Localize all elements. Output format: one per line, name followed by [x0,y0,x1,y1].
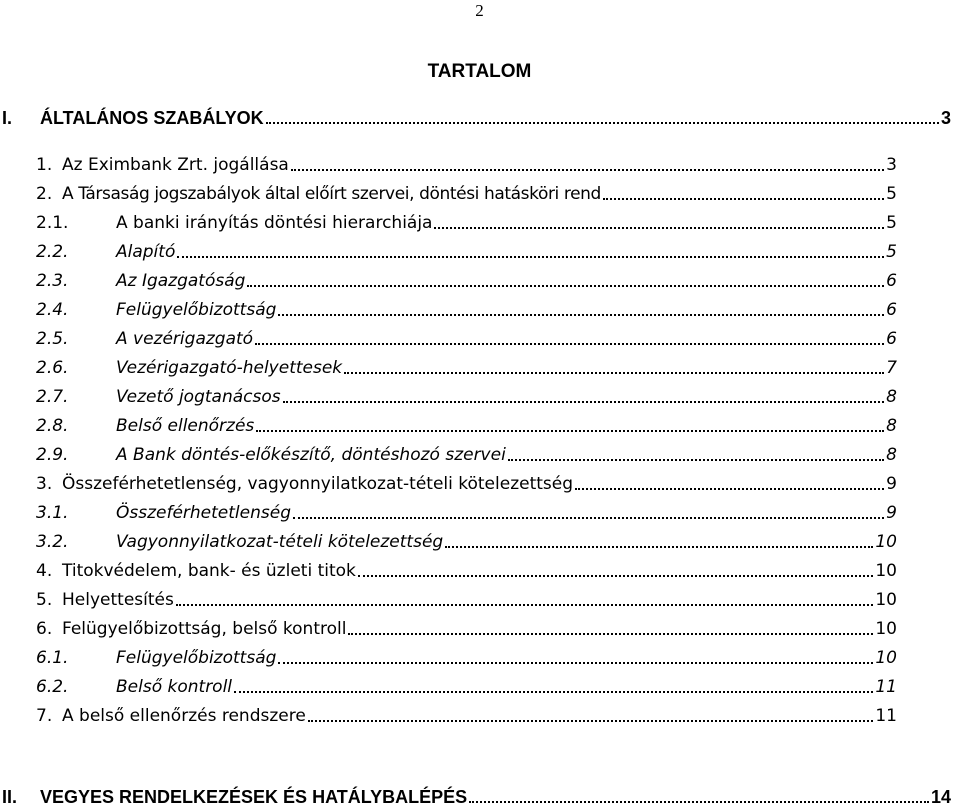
toc-entry-number: 2.6. [36,358,69,378]
toc-entry-title: A banki irányítás döntési hierarchiája [116,213,433,233]
toc-entry-title: ÁLTALÁNOS SZABÁLYOK [40,108,264,128]
toc-entry[interactable] [0,644,959,672]
toc-entry[interactable] [0,615,959,643]
toc-leader-dots [278,662,873,664]
toc-leader-dots [177,256,884,258]
toc-entry-page: 10 [875,648,897,668]
toc-entry[interactable] [0,267,959,295]
toc-entry-title: Összeférhetetlenség, vagyonnyilatkozat-tételi kötelezettség [62,474,574,494]
toc-leader-dots [344,372,884,374]
toc-entry-page: 8 [886,387,897,407]
toc-entry-number: 2.7. [36,387,69,407]
toc-entry-page: 7 [886,358,897,378]
toc-entry-page: 14 [930,787,951,807]
toc-leader-dots [176,604,873,606]
toc-entry[interactable] [0,586,959,614]
toc-leader-dots [291,169,884,171]
toc-entry-number: 3.2. [36,532,69,552]
toc-leader-dots [234,691,873,693]
toc-leader-dots [283,401,884,403]
toc-entry-title: Az Igazgatóság [116,271,246,291]
toc-entry-number: 6. [36,619,53,639]
toc-entry[interactable] [0,180,959,208]
toc-entry-page: 10 [875,590,897,610]
toc-entry-page: 5 [886,242,897,262]
toc-entry-title: VEGYES RENDELKEZÉSEK ÉS HATÁLYBALÉPÉS [40,787,468,807]
toc-entry[interactable] [0,238,959,266]
toc-entry[interactable] [0,325,959,353]
toc-title: TARTALOM [427,61,532,82]
toc-leader-dots [603,198,884,200]
toc-entry-title: Belső ellenőrzés [116,416,255,436]
toc-leader-dots [308,720,873,722]
toc-entry-number: 6.1. [36,648,69,668]
toc-entry-page: 10 [875,532,897,552]
toc-entry-page: 9 [886,503,897,523]
toc-entry-number: 2.2. [36,242,69,262]
toc-entry-part-2[interactable] [0,783,959,811]
toc-leader-dots [434,227,884,229]
toc-leader-dots [266,122,939,124]
toc-entry-number: 2. [36,184,53,204]
toc-entry-number: 7. [36,706,53,726]
toc-entry-title: Alapító [116,242,176,262]
toc-entry-number: 6.2. [36,677,69,697]
toc-entry-title: Vezérigazgató-helyettesek [116,358,343,378]
toc-entry-number: 2.4. [36,300,69,320]
toc-entry-title: Összeférhetetlenség [116,503,291,523]
toc-leader-dots [469,801,929,803]
toc-entry-title: Vezető jogtanácsos [116,387,281,407]
toc-entry[interactable] [0,499,959,527]
toc-entry-title: Az Eximbank Zrt. jogállása [62,155,289,175]
toc-entry-number: 5. [36,590,53,610]
toc-entry-page: 6 [886,329,897,349]
toc-entry-number: 2.9. [36,445,69,465]
toc-leader-dots [255,343,884,345]
toc-entry-title: Felügyelőbizottság, belső kontroll [62,619,347,639]
toc-leader-dots [575,488,884,490]
toc-entry-number: 4. [36,561,53,581]
page-number: 2 [475,1,484,20]
toc-entry[interactable] [0,383,959,411]
toc-entry-page: 10 [875,561,897,581]
toc-entry[interactable] [0,673,959,701]
toc-entry-page: 11 [875,677,897,697]
toc-entry[interactable] [0,151,959,179]
toc-entry-page: 8 [886,445,897,465]
toc-entry-page: 9 [886,474,897,494]
toc-entry-title: Felügyelőbizottság [116,648,277,668]
toc-entry-page: 3 [940,108,951,128]
toc-entry-title: Titokvédelem, bank- és üzleti titok [62,561,356,581]
toc-leader-dots [278,314,884,316]
toc-entry-part-1[interactable] [0,104,959,132]
toc-entry[interactable] [0,354,959,382]
toc-entry-number: 2.1. [36,213,69,233]
toc-leader-dots [293,517,884,519]
toc-entry-number: 2.8. [36,416,69,436]
toc-entry-number: 3.1. [36,503,69,523]
toc-leader-dots [247,285,884,287]
toc-leader-dots [348,633,873,635]
toc-entry-title: A Bank döntés-előkészítő, döntéshozó szervei [116,445,506,465]
toc-entry-page: 5 [886,213,897,233]
toc-entry-number: I. [2,108,13,128]
toc-entry[interactable] [0,441,959,469]
toc-entry[interactable] [0,209,959,237]
toc-entry-title: Helyettesítés [62,590,174,610]
toc-entry-title: A belső ellenőrzés rendszere [62,706,306,726]
toc-entry[interactable] [0,528,959,556]
toc-entry-page: 6 [886,300,897,320]
toc-entry-title: A Társaság jogszabályok által előírt szervei, döntési hatásköri rend [62,184,601,204]
toc-entry-number: 1. [36,155,53,175]
toc-entry-title: Belső kontroll [116,677,233,697]
toc-entry[interactable] [0,702,959,730]
toc-entry-title: A vezérigazgató [116,329,254,349]
toc-entry-page: 10 [875,619,897,639]
toc-entry-page: 5 [886,184,897,204]
toc-entry-page: 11 [875,706,897,726]
toc-entry-page: 3 [886,155,897,175]
toc-entry-number: II. [2,787,18,807]
toc-entry-number: 2.5. [36,329,69,349]
toc-entry[interactable] [0,557,959,585]
toc-entry-number: 3. [36,474,53,494]
toc-entry-page: 8 [886,416,897,436]
toc-entry-page: 6 [886,271,897,291]
toc-leader-dots [508,459,884,461]
toc-entry-title: Vagyonnyilatkozat-tételi kötelezettség [116,532,444,552]
toc-entry[interactable] [0,470,959,498]
toc-leader-dots [256,430,884,432]
toc-entry-title: Felügyelőbizottság [116,300,277,320]
toc-entry[interactable] [0,296,959,324]
toc-entry[interactable] [0,412,959,440]
toc-leader-dots [358,575,873,577]
toc-entry-number: 2.3. [36,271,69,291]
toc-leader-dots [445,546,873,548]
